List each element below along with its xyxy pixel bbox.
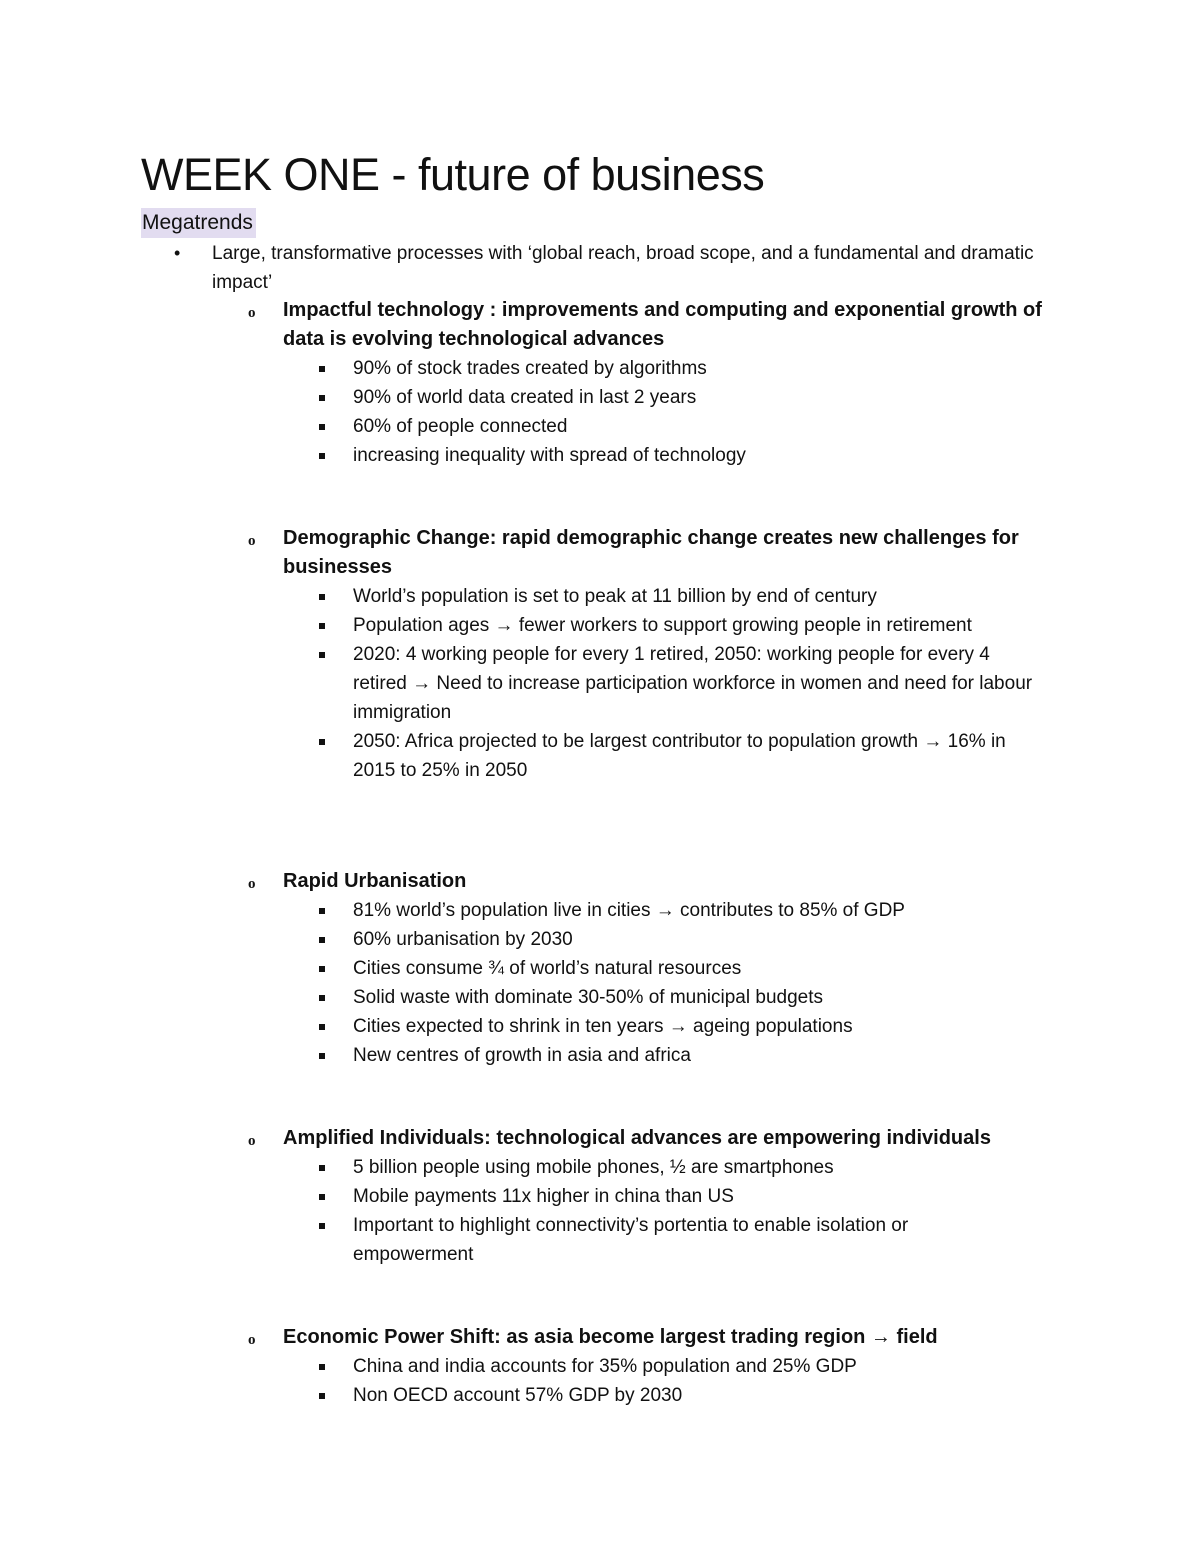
list-item — [353, 983, 1053, 1012]
item-list — [0, 582, 1200, 785]
list-item — [353, 412, 1053, 441]
square-bullet-icon — [319, 908, 325, 914]
square-bullet-icon — [319, 1165, 325, 1171]
megatrend-section — [0, 524, 1200, 785]
list-item-text: 90% of stock trades created by algorithms — [353, 358, 707, 379]
list-item — [353, 354, 1053, 383]
list-item-text: 2020: 4 working people for every 1 retired, 2050: working people for every 4 retired → Need to increase participation workforce in women and need for labour immigration — [353, 644, 1033, 723]
list-item — [353, 1381, 1053, 1410]
list-item-text: 90% of world data created in last 2 years — [353, 387, 697, 408]
list-item — [353, 925, 1053, 954]
megatrend-section — [0, 296, 1200, 470]
list-item-text: China and india accounts for 35% population and 25% GDP — [353, 1356, 857, 1377]
section-title: Economic Power Shift: as asia become largest trading region → field — [283, 1326, 938, 1348]
list-item-text: Important to highlight connectivity’s portentia to enable isolation or empowerment — [353, 1215, 909, 1265]
list-item-text: World’s population is set to peak at 11 billion by end of century — [353, 586, 877, 607]
section-title: Amplified Individuals: technological advances are empowering individuals — [283, 1127, 991, 1149]
intro-bullet — [141, 239, 1081, 297]
square-bullet-icon — [319, 1024, 325, 1030]
square-bullet-icon — [319, 995, 325, 1001]
list-item — [353, 1153, 1053, 1182]
square-bullet-icon — [319, 652, 325, 658]
hollow-bullet-icon: o — [248, 1332, 256, 1348]
list-item-text: 60% urbanisation by 2030 — [353, 929, 573, 950]
list-item-text: 2050: Africa projected to be largest contributor to population growth → 16% in 2015 to 25% in 2050 — [353, 731, 1006, 781]
item-list — [0, 354, 1200, 470]
list-item-text: Non OECD account 57% GDP by 2030 — [353, 1385, 683, 1406]
square-bullet-icon — [319, 937, 325, 943]
list-item-text: Population ages → fewer workers to support growing people in retirement — [353, 615, 972, 636]
list-item-text: increasing inequality with spread of technology — [353, 445, 746, 466]
item-list — [0, 1352, 1200, 1410]
list-item — [353, 1352, 1053, 1381]
hollow-bullet-icon: o — [248, 876, 256, 892]
hollow-bullet-icon: o — [248, 1133, 256, 1149]
square-bullet-icon — [319, 1223, 325, 1229]
square-bullet-icon — [319, 739, 325, 745]
item-list — [0, 896, 1200, 1070]
square-bullet-icon — [319, 623, 325, 629]
list-item-text: Cities consume ¾ of world’s natural resources — [353, 958, 742, 979]
section-title: Rapid Urbanisation — [283, 870, 467, 892]
square-bullet-icon — [319, 594, 325, 600]
list-item — [353, 640, 1033, 727]
list-item-text: 60% of people connected — [353, 416, 568, 437]
square-bullet-icon — [319, 966, 325, 972]
hollow-bullet-icon: o — [248, 533, 256, 549]
section-title: Demographic Change: rapid demographic change creates new challenges for businesses — [283, 527, 1019, 578]
list-item-text: New centres of growth in asia and africa — [353, 1045, 691, 1066]
list-item — [353, 441, 1053, 470]
square-bullet-icon — [319, 453, 325, 459]
square-bullet-icon — [319, 366, 325, 372]
list-item — [353, 611, 973, 640]
list-item — [353, 383, 1053, 412]
square-bullet-icon — [319, 1393, 325, 1399]
megatrend-section — [0, 867, 1200, 1070]
square-bullet-icon — [319, 395, 325, 401]
hollow-bullet-icon: o — [248, 305, 256, 321]
list-item-text: Solid waste with dominate 30-50% of municipal budgets — [353, 987, 823, 1008]
megatrend-section — [0, 1124, 1200, 1269]
list-item — [353, 896, 1053, 925]
page-title: WEEK ONE - future of business — [141, 149, 765, 200]
list-item — [353, 954, 1053, 983]
list-item-text: 81% world’s population live in cities → contributes to 85% of GDP — [353, 900, 905, 921]
item-list — [0, 1153, 1200, 1269]
list-item — [353, 1012, 1053, 1041]
square-bullet-icon — [319, 424, 325, 430]
list-item — [353, 582, 1053, 611]
square-bullet-icon — [319, 1364, 325, 1370]
list-item-text: Mobile payments 11x higher in china than US — [353, 1186, 734, 1207]
square-bullet-icon — [319, 1194, 325, 1200]
list-item-text: 5 billion people using mobile phones, ½ are smartphones — [353, 1157, 834, 1178]
bullet-icon: • — [174, 243, 181, 263]
list-item — [353, 1182, 1053, 1211]
list-item — [353, 1211, 1033, 1269]
square-bullet-icon — [319, 1053, 325, 1059]
megatrend-section — [0, 1323, 1200, 1410]
section-heading: Megatrends — [141, 208, 256, 238]
intro-text: Large, transformative processes with ‘global reach, broad scope, and a fundamental and dramatic impact’ — [212, 243, 1034, 293]
list-item — [353, 727, 1053, 785]
list-item — [353, 1041, 1053, 1070]
section-title: Impactful technology : improvements and computing and exponential growth of data is evolving technological advances — [283, 299, 1042, 350]
list-item-text: Cities expected to shrink in ten years → ageing populations — [353, 1016, 853, 1037]
